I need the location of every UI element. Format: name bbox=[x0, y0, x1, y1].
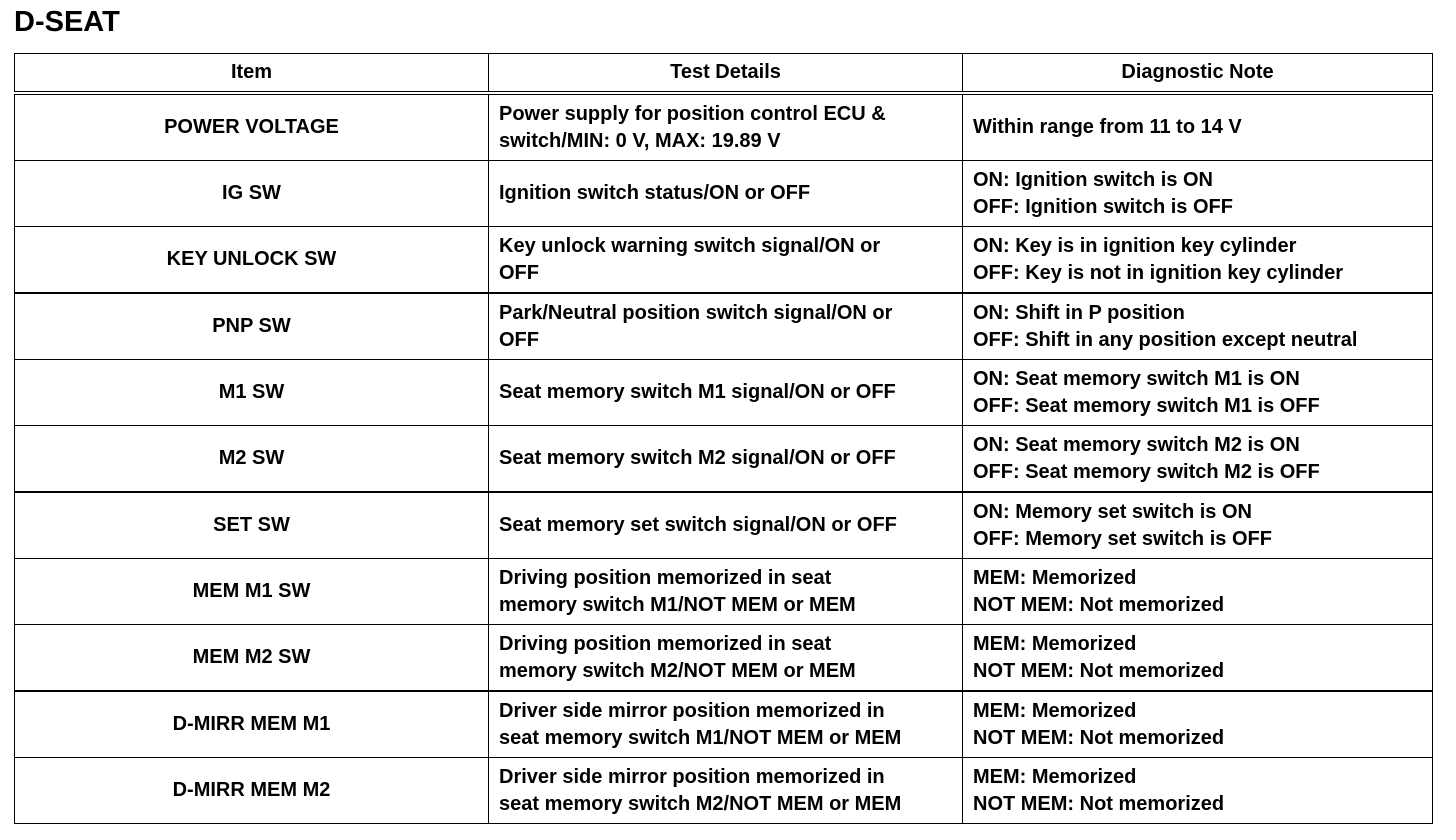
test-details-line: Driving position memorized in seat bbox=[499, 632, 832, 655]
diagnostic-note-line: NOT MEM: Not memorized bbox=[973, 792, 1225, 815]
diagnostic-note-line: OFF: Memory set switch is OFF bbox=[973, 527, 1272, 550]
test-details-cell bbox=[489, 492, 963, 559]
diagnostic-note-line: OFF: Seat memory switch M1 is OFF bbox=[973, 394, 1320, 417]
diagnostic-note-cell bbox=[963, 492, 1433, 559]
diagnostic-note-cell bbox=[963, 691, 1433, 758]
test-details-cell bbox=[489, 227, 963, 294]
test-details-line: Ignition switch status/ON or OFF bbox=[499, 182, 811, 204]
item-cell: D-MIRR MEM M1 bbox=[15, 691, 489, 758]
test-details-line: memory switch M1/NOT MEM or MEM bbox=[499, 593, 856, 616]
test-details-cell bbox=[489, 691, 963, 758]
test-details-line: Power supply for position control ECU & bbox=[499, 102, 886, 125]
table-header bbox=[15, 54, 1433, 94]
test-details-cell bbox=[489, 758, 963, 824]
diagnostic-note-line: ON: Key is in ignition key cylinder bbox=[973, 234, 1297, 257]
table-row bbox=[15, 227, 1433, 294]
test-details-line: OFF bbox=[499, 328, 539, 351]
column-header-diagnostic-note: Diagnostic Note bbox=[963, 54, 1433, 94]
table-body bbox=[15, 93, 1433, 824]
diagnostic-note-line: ON: Ignition switch is ON bbox=[973, 168, 1213, 191]
item-cell: SET SW bbox=[15, 492, 489, 559]
test-details-cell bbox=[489, 360, 963, 426]
table-row bbox=[15, 360, 1433, 426]
diagnostic-note-line: OFF: Shift in any position except neutral bbox=[973, 328, 1358, 351]
diagnostic-note-line: MEM: Memorized bbox=[973, 699, 1137, 722]
diagnostic-note-cell bbox=[963, 758, 1433, 824]
diagnostic-note-line: ON: Memory set switch is ON bbox=[973, 500, 1252, 523]
item-cell: D-MIRR MEM M2 bbox=[15, 758, 489, 824]
test-details-line: OFF bbox=[499, 261, 539, 284]
test-details-line: Seat memory set switch signal/ON or OFF bbox=[499, 514, 897, 536]
table-row bbox=[15, 426, 1433, 493]
test-details-line: Driver side mirror position memorized in bbox=[499, 699, 885, 722]
diagnostic-note-line: NOT MEM: Not memorized bbox=[973, 659, 1225, 682]
table-row bbox=[15, 293, 1433, 360]
diagnostic-note-line: OFF: Ignition switch is OFF bbox=[973, 195, 1233, 218]
test-details-line: switch/MIN: 0 V, MAX: 19.89 V bbox=[499, 129, 781, 152]
diagnostic-note-line: OFF: Key is not in ignition key cylinder bbox=[973, 261, 1344, 284]
item-cell: PNP SW bbox=[15, 293, 489, 360]
table-row bbox=[15, 758, 1433, 824]
diagnostic-note-line: Within range from 11 to 14 V bbox=[973, 116, 1242, 138]
table-row bbox=[15, 161, 1433, 227]
diagnostic-note-line: ON: Seat memory switch M2 is ON bbox=[973, 433, 1300, 456]
test-details-line: Seat memory switch M2 signal/ON or OFF bbox=[499, 447, 896, 469]
diagnostic-note-cell bbox=[963, 93, 1433, 161]
diagnostic-note-line: ON: Shift in P position bbox=[973, 301, 1185, 324]
table-row bbox=[15, 93, 1433, 161]
diagnostic-note-cell bbox=[963, 161, 1433, 227]
test-details-line: Park/Neutral position switch signal/ON or bbox=[499, 301, 893, 324]
test-details-cell bbox=[489, 426, 963, 493]
diagnostic-note-line: NOT MEM: Not memorized bbox=[973, 726, 1225, 749]
table-row bbox=[15, 559, 1433, 625]
test-details-line: Key unlock warning switch signal/ON or bbox=[499, 234, 881, 257]
table-row bbox=[15, 492, 1433, 559]
diagnostic-note-cell bbox=[963, 293, 1433, 360]
test-details-line: Driving position memorized in seat bbox=[499, 566, 832, 589]
diagnostic-note-line: ON: Seat memory switch M1 is ON bbox=[973, 367, 1300, 390]
page-title: D-SEAT bbox=[14, 6, 120, 38]
diagnostic-note-cell bbox=[963, 625, 1433, 692]
item-cell: M2 SW bbox=[15, 426, 489, 493]
diagnostic-note-line: OFF: Seat memory switch M2 is OFF bbox=[973, 460, 1320, 483]
diagnostic-note-cell bbox=[963, 360, 1433, 426]
diagnostic-note-cell bbox=[963, 426, 1433, 493]
header-row bbox=[15, 54, 1433, 94]
item-cell: KEY UNLOCK SW bbox=[15, 227, 489, 294]
test-details-line: Seat memory switch M1 signal/ON or OFF bbox=[499, 381, 896, 403]
test-details-line: Driver side mirror position memorized in bbox=[499, 765, 885, 788]
item-cell: MEM M1 SW bbox=[15, 559, 489, 625]
table-row bbox=[15, 625, 1433, 692]
diagnostic-note-line: MEM: Memorized bbox=[973, 765, 1137, 788]
column-header-item: Item bbox=[15, 54, 489, 94]
test-details-line: seat memory switch M1/NOT MEM or MEM bbox=[499, 726, 902, 749]
diagnostic-note-line: MEM: Memorized bbox=[973, 566, 1137, 589]
item-cell: MEM M2 SW bbox=[15, 625, 489, 692]
column-header-test-details: Test Details bbox=[489, 54, 963, 94]
diagnostic-note-line: NOT MEM: Not memorized bbox=[973, 593, 1225, 616]
test-details-cell bbox=[489, 161, 963, 227]
item-cell: POWER VOLTAGE bbox=[15, 93, 489, 161]
test-details-cell bbox=[489, 93, 963, 161]
test-details-cell bbox=[489, 559, 963, 625]
test-details-line: memory switch M2/NOT MEM or MEM bbox=[499, 659, 856, 682]
item-cell: M1 SW bbox=[15, 360, 489, 426]
test-details-line: seat memory switch M2/NOT MEM or MEM bbox=[499, 792, 902, 815]
test-details-cell bbox=[489, 625, 963, 692]
diagnostic-table bbox=[14, 53, 1433, 824]
diagnostic-note-cell bbox=[963, 227, 1433, 294]
item-cell: IG SW bbox=[15, 161, 489, 227]
table-row bbox=[15, 691, 1433, 758]
test-details-cell bbox=[489, 293, 963, 360]
diagnostic-note-cell bbox=[963, 559, 1433, 625]
diagnostic-note-line: MEM: Memorized bbox=[973, 632, 1137, 655]
